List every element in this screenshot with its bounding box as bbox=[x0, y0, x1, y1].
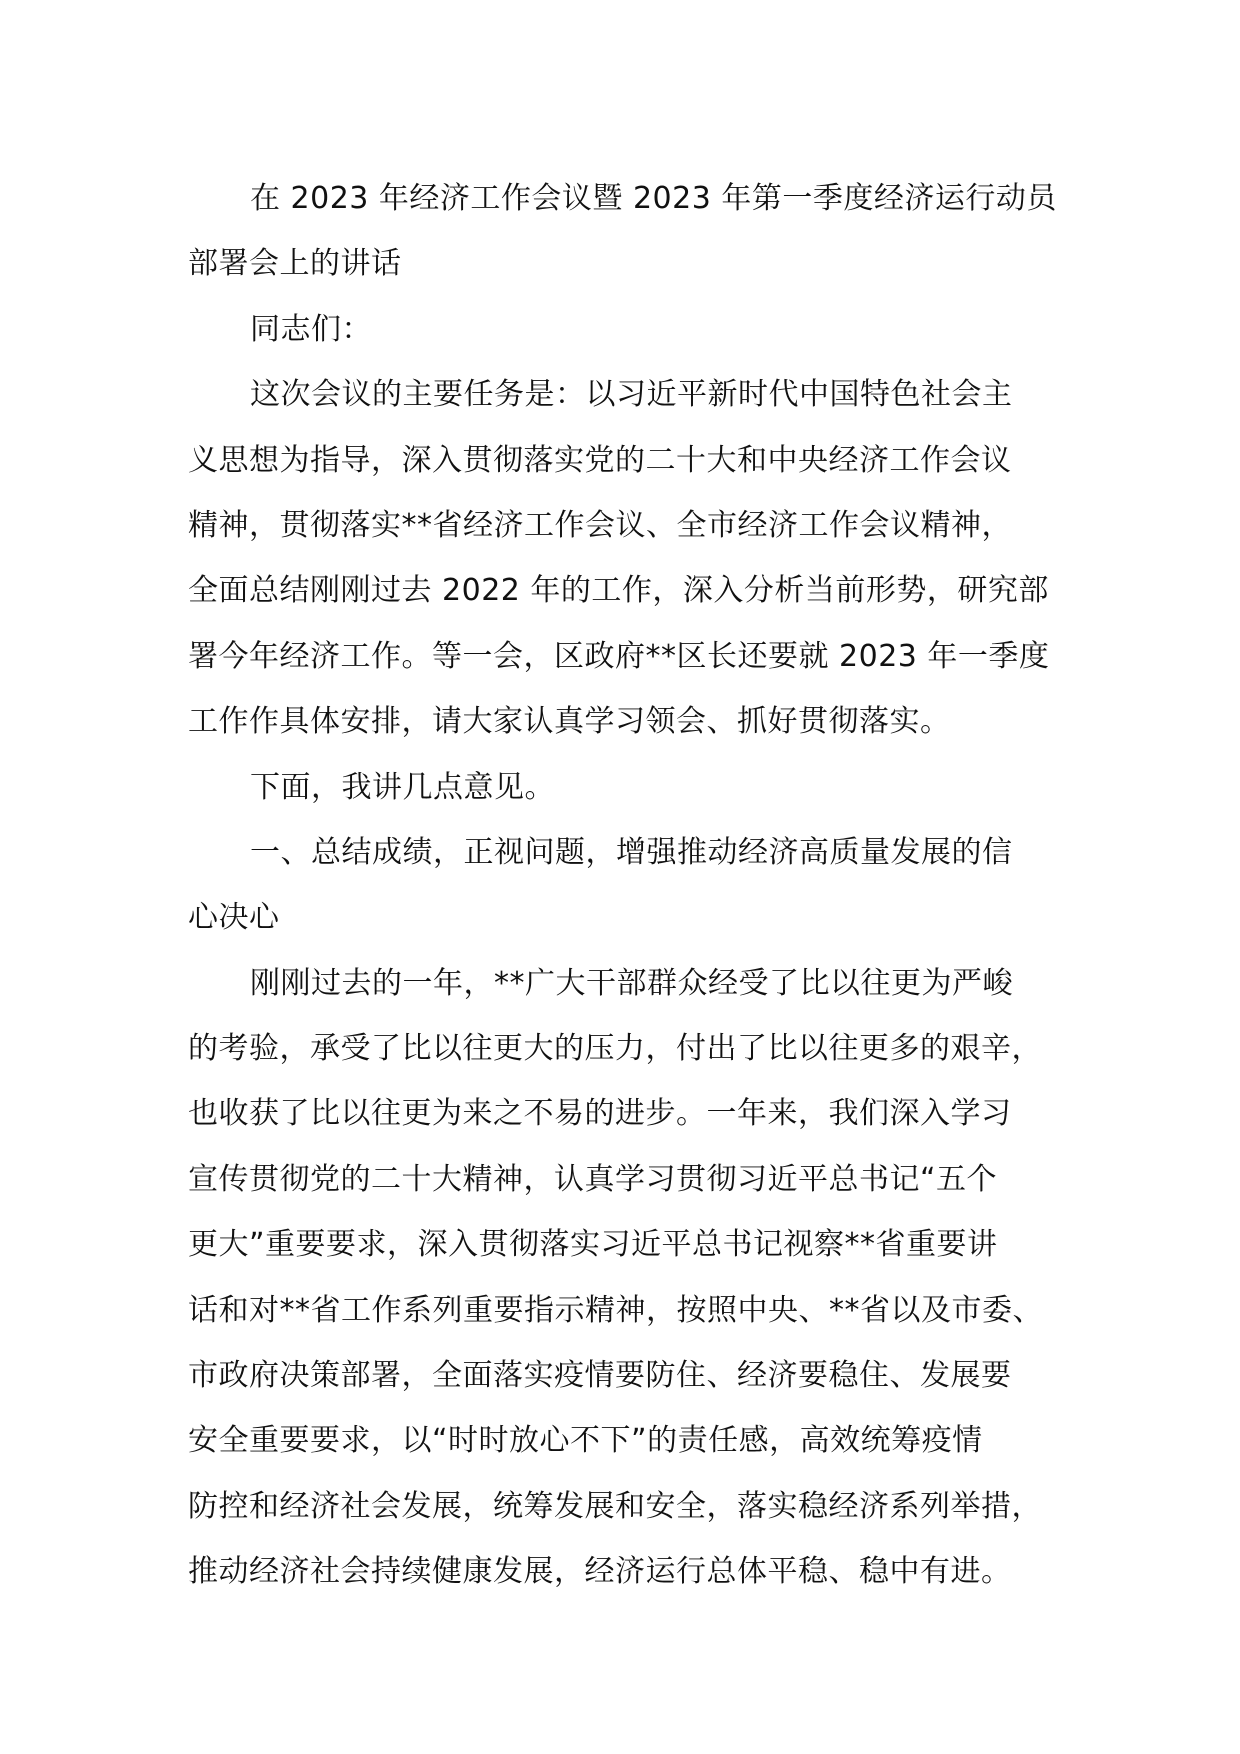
body-line: 心决心 bbox=[188, 900, 280, 936]
body-line: 这次会议的主要任务是：以习近平新时代中国特色社会主 bbox=[250, 377, 1013, 413]
body-line: 更大”重要要求，深入贯彻落实习近平总书记视察**省重要讲 bbox=[188, 1227, 998, 1263]
body-line: 推动经济社会持续健康发展，经济运行总体平稳、稳中有进。 bbox=[188, 1554, 1012, 1590]
body-line: 安全重要要求，以“时时放心不下”的责任感，高效统筹疫情 bbox=[188, 1423, 983, 1459]
document-body bbox=[188, 166, 1068, 1605]
body-text bbox=[188, 297, 1068, 1605]
title-line: 在 2023 年经济工作会议暨 2023 年第一季度经济运行动员 bbox=[250, 181, 1057, 216]
body-line: 刚刚过去的一年，**广大干部群众经受了比以往更为严峻 bbox=[250, 965, 1013, 1001]
body-line: 宣传贯彻党的二十大精神，认真学习贯彻习近平总书记“五个 bbox=[188, 1161, 998, 1197]
body-line: 义思想为指导，深入贯彻落实党的二十大和中央经济工作会议 bbox=[188, 442, 1012, 478]
body-line: 全面总结刚刚过去 2022 年的工作，深入分析当前形势，研究部 bbox=[188, 573, 1049, 609]
title-line: 部署会上的讲话 bbox=[188, 246, 402, 282]
body-line: 署今年经济工作。等一会，区政府**区长还要就 2023 年一季度 bbox=[188, 638, 1050, 674]
body-line: 同志们： bbox=[250, 311, 372, 347]
body-line: 市政府决策部署，全面落实疫情要防住、经济要稳住、发展要 bbox=[188, 1358, 1012, 1394]
body-line: 话和对**省工作系列重要指示精神，按照中央、**省以及市委、 bbox=[188, 1292, 1043, 1328]
body-line: 的考验，承受了比以往更大的压力，付出了比以往更多的艰辛， bbox=[188, 1031, 1042, 1067]
body-line: 一、总结成绩，正视问题，增强推动经济高质量发展的信 bbox=[250, 834, 1013, 870]
body-line: 下面，我讲几点意见。 bbox=[250, 769, 555, 805]
body-line: 精神，贯彻落实**省经济工作会议、全市经济工作会议精神， bbox=[188, 507, 1012, 543]
body-line: 也收获了比以往更为来之不易的进步。一年来，我们深入学习 bbox=[188, 1096, 1012, 1132]
body-line: 工作作具体安排，请大家认真学习领会、抓好贯彻落实。 bbox=[188, 704, 951, 740]
body-line: 防控和经济社会发展，统筹发展和安全，落实稳经济系列举措， bbox=[188, 1488, 1042, 1524]
